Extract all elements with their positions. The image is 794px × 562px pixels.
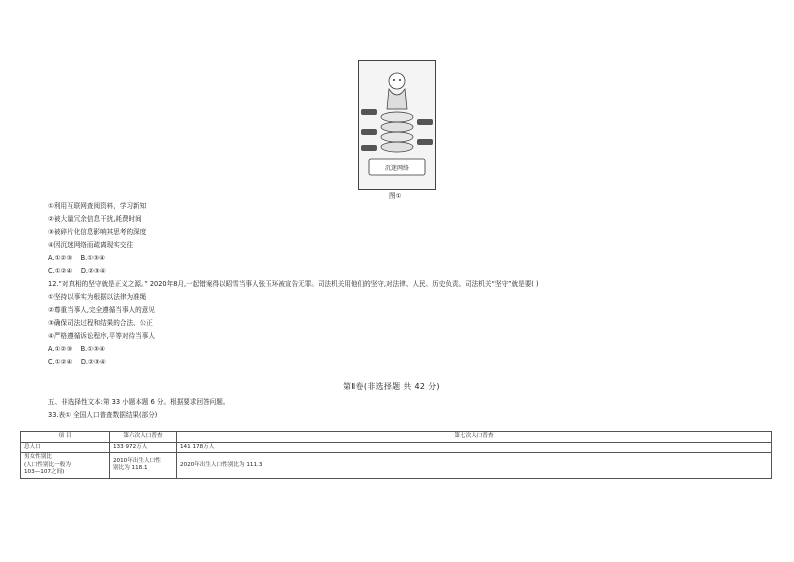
table-cell: 133 972万人 [110,442,177,453]
table-cell: 男女性别比 (人口性别比一般为 103—107之间) [21,453,110,479]
table-header-cell: 项 目 [21,432,110,443]
illustration-figure [358,60,436,190]
q12-answer-b: B.①③④ [80,345,105,353]
table-cell: 2010年出生人口性 别比为 118.1 [110,453,177,479]
q11-answer-d: D.②③④ [80,267,106,275]
table-header-row [21,432,772,443]
q11-option-4: ④因沉迷网络而疏离现实交往 [48,241,134,249]
q11-answer-c: C.①②④ [48,267,73,275]
table-cell: 总人口 [21,442,110,453]
figure-caption: 图① [389,192,402,200]
q12-answer-row-2 [48,358,106,366]
q11-answer-row [48,254,105,262]
q12-option-1: ①坚持以事实为根据以法律为准绳 [48,293,147,301]
section-title: 第Ⅱ卷(非选择题 共 42 分) [343,382,440,391]
q11-option-2: ②被大量冗余信息干扰,耗费时间 [48,215,142,223]
census-table [20,431,772,479]
q11-answer-row-2 [48,267,106,275]
q12-option-3: ③确保司法过程和结果的合法、公正 [48,319,153,327]
q12-stem: 12.“对真相的坚守就是正义之源。” 2020年8月,一起错案得以昭雪当事人张玉环被宣告无罪。司法机关用他们的坚守,对法律、人民、历史负责。司法机关“坚守”就是要( ) [48,280,539,288]
q12-option-4: ④严格遵循诉讼程序,平等对待当事人 [48,332,155,340]
q12-answer-a: A.①②③ [48,345,73,353]
table-header-cell: 第七次人口普查 [177,432,772,443]
q33-title: 33.表① 全国人口普查数据结果(部分) [48,411,158,419]
table-row [21,453,772,479]
q12-option-2: ②尊重当事人,完全遵循当事人的意见 [48,306,155,314]
q11-answer-b: B.①③④ [80,254,105,262]
q12-answer-d: D.②③④ [80,358,106,366]
table-row [21,442,772,453]
q11-answer-a: A.①②③ [48,254,73,262]
cartoon-drawing [359,61,435,189]
q12-answer-c: C.①②④ [48,358,73,366]
q11-option-3: ③被碎片化信息影响其思考的深度 [48,228,147,236]
table-cell: 2020年出生人口性别比为 111.3 [177,453,772,479]
q11-option-1: ①利用互联网查阅资料，学习新知 [48,202,147,210]
table-header-cell: 第六次人口普查 [110,432,177,443]
part5-instruction: 五、非选择性文本:第 33 小题本题 6 分。根据要求回答问题。 [48,398,230,406]
table-cell: 141 178万人 [177,442,772,453]
q12-answer-row [48,345,105,353]
figure-sign-text: 沉迷网络 [384,165,410,172]
